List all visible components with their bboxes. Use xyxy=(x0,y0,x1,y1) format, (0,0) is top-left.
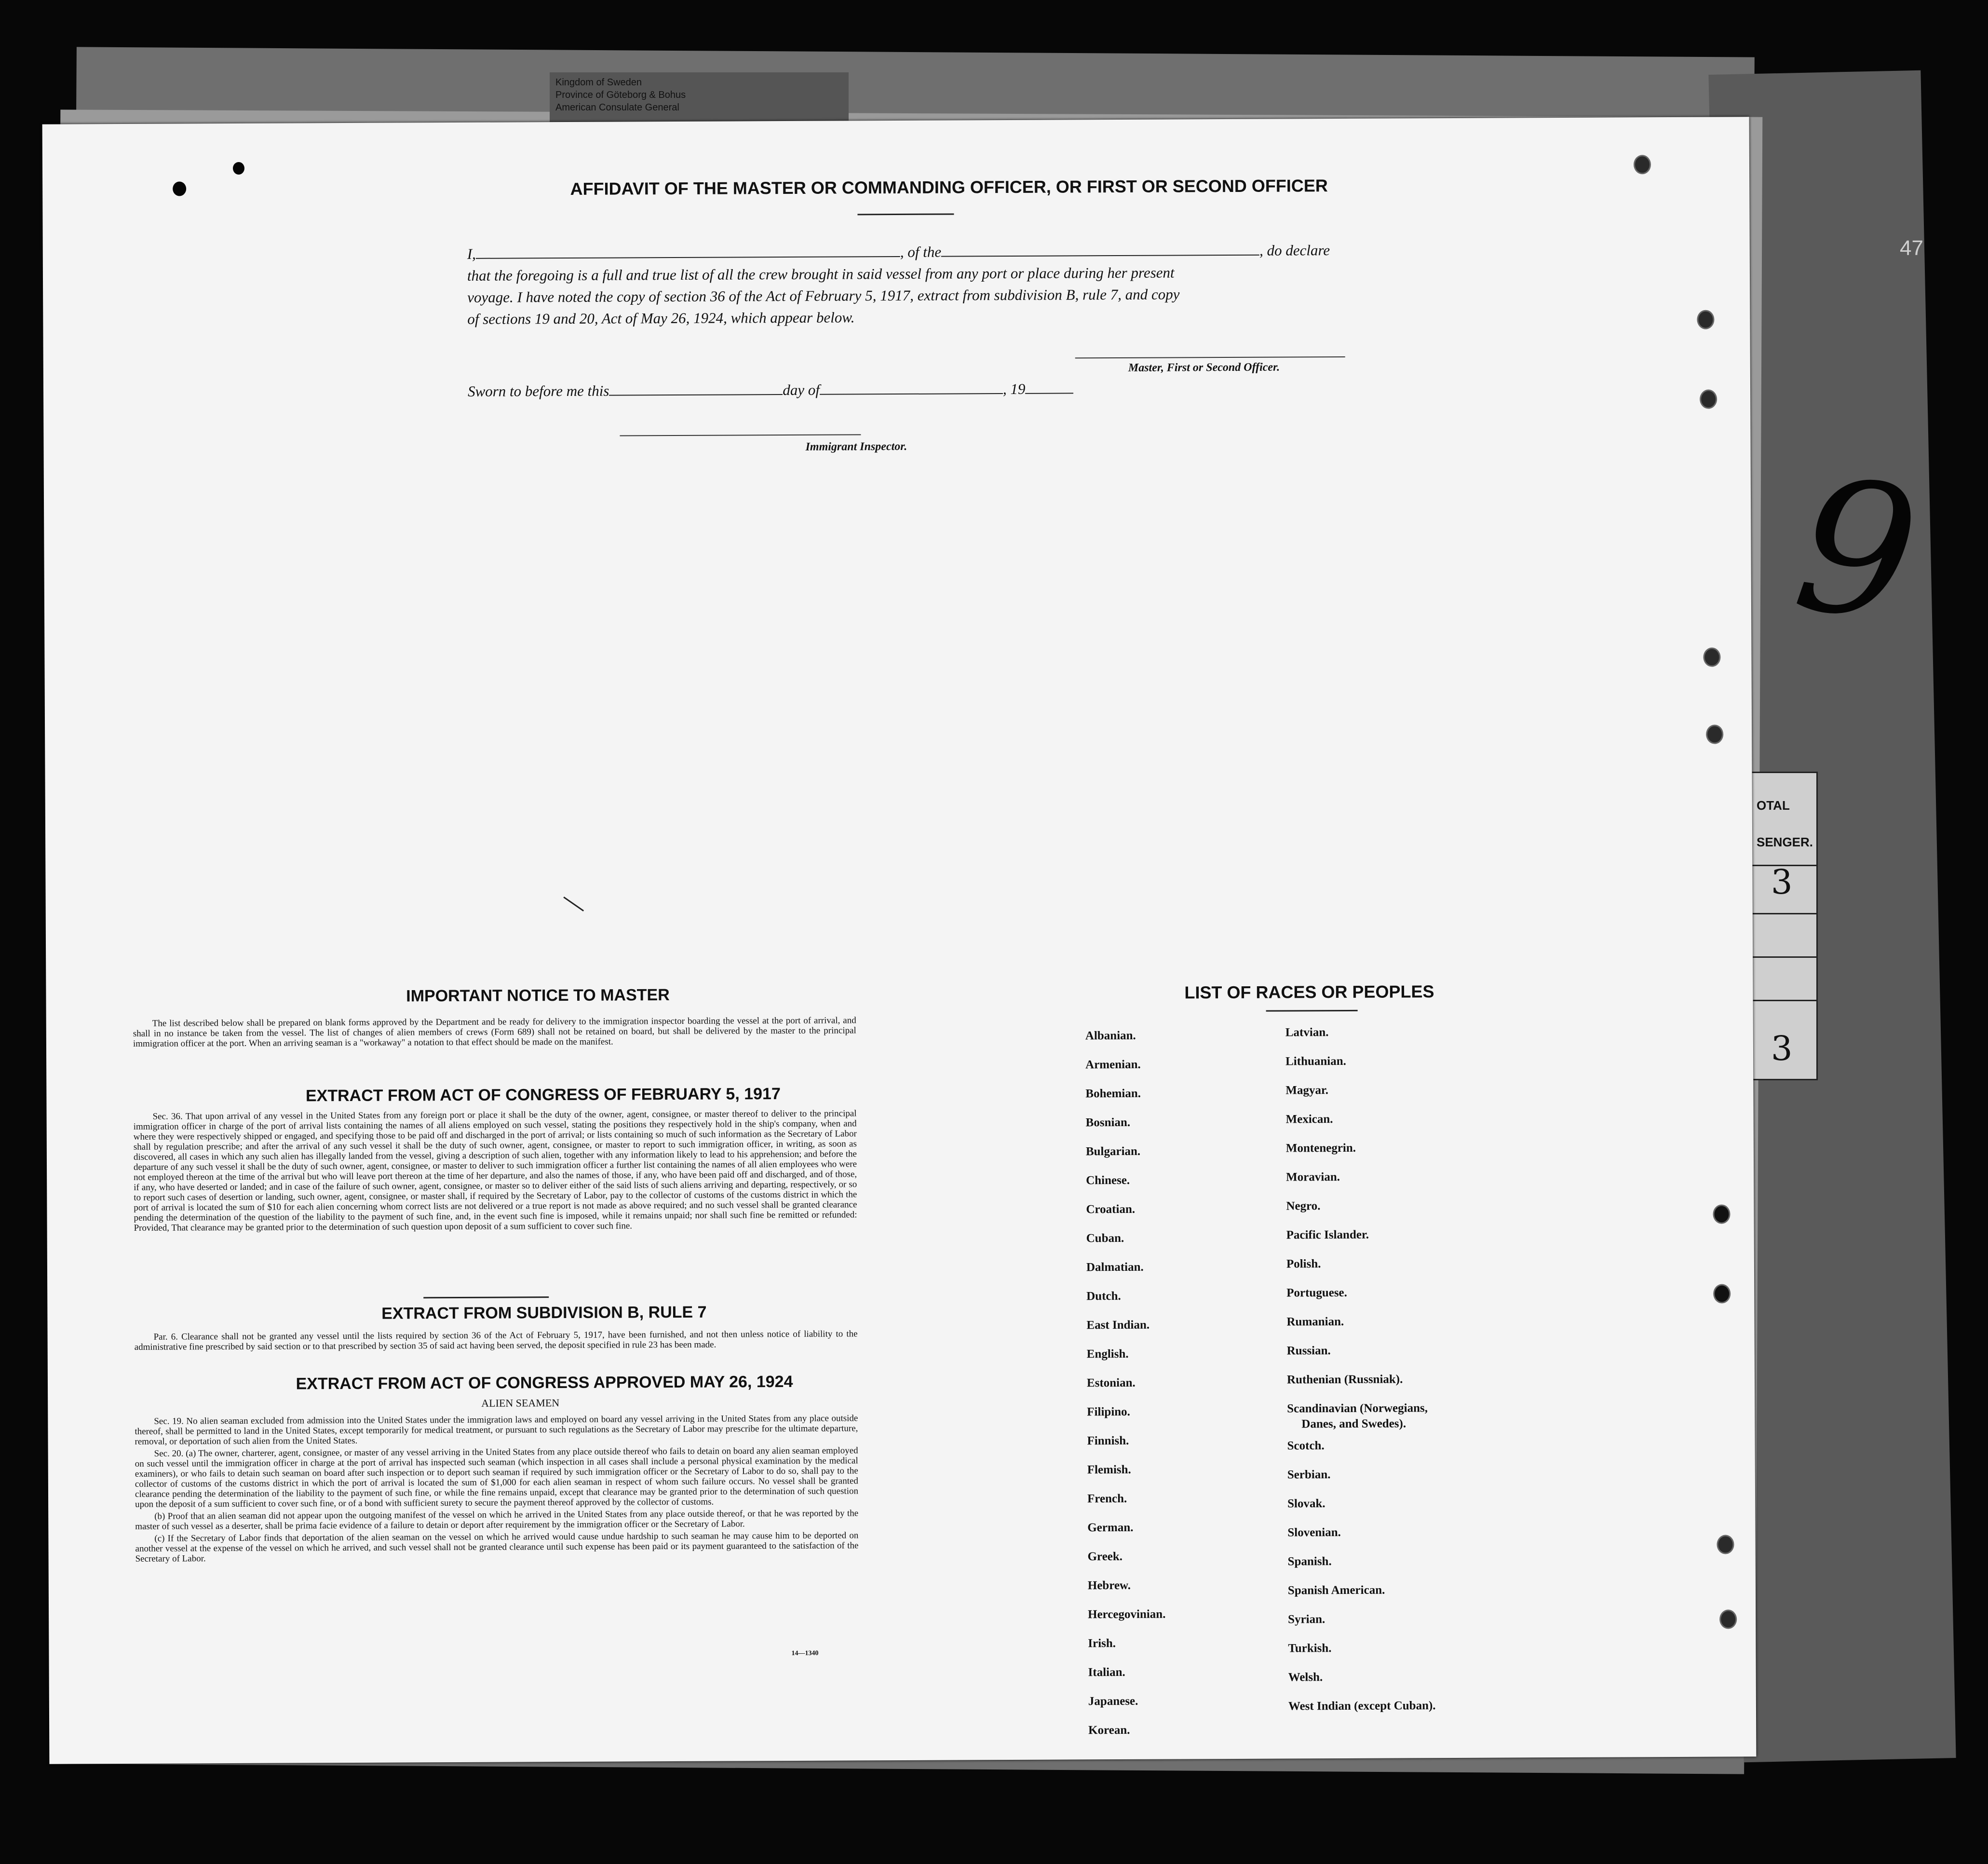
consulate-stamp-strip xyxy=(550,72,849,123)
master-signature-label: Master, First or Second Officer. xyxy=(1128,361,1280,374)
race-item: Slovak. xyxy=(1287,1497,1325,1510)
sworn-day-field[interactable] xyxy=(609,384,783,396)
race-item: Spanish. xyxy=(1287,1555,1332,1568)
race-item: Korean. xyxy=(1088,1723,1130,1737)
form-page xyxy=(42,117,1757,1764)
affidavit-line-4: of sections 19 and 20, Act of May 26, 1924, which appear below. xyxy=(467,309,855,327)
race-item: Magyar. xyxy=(1285,1084,1329,1097)
race-item: Ruthenian (Russniak). xyxy=(1286,1373,1403,1387)
race-item: Scandinavian (Norwegians, xyxy=(1287,1401,1428,1415)
race-item: West Indian (except Cuban). xyxy=(1288,1699,1436,1713)
race-item: Irish. xyxy=(1088,1637,1116,1650)
stamp-line-3: American Consulate General xyxy=(555,102,679,113)
race-item: Mexican. xyxy=(1285,1113,1333,1126)
binder-hole xyxy=(1717,1535,1734,1554)
race-item: Spanish American. xyxy=(1287,1583,1385,1597)
race-item: Bohemian. xyxy=(1085,1087,1141,1101)
binder-hole xyxy=(1706,725,1723,744)
race-item: East Indian. xyxy=(1086,1318,1150,1332)
alien-seamen-subheading: ALIEN SEAMEN xyxy=(481,1397,560,1409)
master-signature-line[interactable] xyxy=(1075,356,1345,358)
affidavit-of-the: , of the xyxy=(900,243,942,260)
sworn-month-field[interactable] xyxy=(820,383,1003,395)
stamp-line-2: Province of Göteborg & Bohus xyxy=(555,90,686,100)
race-item: Latvian. xyxy=(1285,1026,1329,1039)
race-item: Finnish. xyxy=(1087,1434,1129,1448)
title-underline xyxy=(857,213,954,215)
race-item: Japanese. xyxy=(1088,1694,1138,1708)
sworn-day-of: day of xyxy=(783,381,820,399)
race-item: Italian. xyxy=(1088,1665,1125,1679)
total-box-rule xyxy=(1752,913,1816,914)
race-item: Albanian. xyxy=(1085,1029,1136,1043)
race-item: Armenian. xyxy=(1085,1058,1141,1072)
section-20c-paragraph: (c) If the Secretary of Labor finds that deportation of the alien seaman on the vessel on which he arrived would cause undue hardship to such seaman he may cause him to be deported on another vessel at the expense of the vessel on which he arrived, and such vessel shall not be granted clearance until such expense has been paid or its payment guaranteed to the satisfaction of the Secretary of Labor. xyxy=(135,1530,859,1564)
sworn-line xyxy=(468,380,1074,400)
races-heading: LIST OF RACES OR PEOPLES xyxy=(1184,981,1434,1003)
binder-hole xyxy=(1697,310,1714,329)
race-item: Serbian. xyxy=(1287,1468,1331,1482)
race-item: English. xyxy=(1086,1347,1129,1361)
race-item: Pacific Islander. xyxy=(1286,1228,1369,1242)
inspector-signature-label: Immigrant Inspector. xyxy=(805,440,907,453)
race-item: Hercegovinian. xyxy=(1088,1607,1166,1621)
extract-1924-text xyxy=(135,1413,858,1566)
sworn-year-prefix: , 19 xyxy=(1002,380,1026,398)
section-20a-paragraph: Sec. 20. (a) The owner, charterer, agent, consignee, or master of any vessel arriving in the United States from any place outside thereof who fails to detain on board any alien seaman employed on such vessel until the immigration officer in charge at the port of arrival has inspected such seaman (which inspection in all cases shall include a personal physical examination by the medical examiners), or who fails to detain such seaman on board after such inspection or to deport such seaman if required by such immigration officer or the Secretary of Labor to do so, shall pay to the collector of customs of the customs district in which the port of arrival is located the sum of $1,000 for each alien seaman in respect of whom such failure occurs. No vessel shall be granted clearance pending the determination of the liability to the payment of such fine, or while the fine remains unpaid, except that clearance may be granted prior to the determination of such question upon the deposit of a sum sufficient to cover such fine, or of a bond with sufficient surety to secure the payment thereof approved by the collector of customs. xyxy=(135,1445,859,1510)
binder-hole xyxy=(1634,155,1651,174)
notice-heading: IMPORTANT NOTICE TO MASTER xyxy=(406,986,670,1006)
total-box-rule xyxy=(1752,1000,1816,1001)
inspector-signature-line[interactable] xyxy=(620,434,861,436)
race-item: Croatian. xyxy=(1086,1202,1136,1216)
race-item: Lithuanian. xyxy=(1285,1054,1346,1068)
extract-1917-text xyxy=(134,1108,857,1235)
vessel-name-field[interactable] xyxy=(941,245,1259,257)
total-box-label: OTAL xyxy=(1757,798,1790,813)
race-item: Bulgarian. xyxy=(1085,1144,1141,1158)
section-19-paragraph: Sec. 19. No alien seaman excluded from admission into the United States under the immigration laws and employed on board any vessel arriving in the United States from any place outside thereof, shall be permitted to land in the United States, except temporarily for medical treatment, or pursuant to such regulations as the Secretary of Labor may prescribe for the ultimate departure, removal, or deportation of such alien from the United States. xyxy=(135,1413,858,1447)
race-item: Syrian. xyxy=(1288,1613,1325,1626)
stray-mark xyxy=(563,897,584,912)
binder-hole xyxy=(1719,1609,1737,1629)
affidavit-title: AFFIDAVIT OF THE MASTER OR COMMANDING OFFICER, OR FIRST OR SECOND OFFICER xyxy=(570,176,1328,199)
race-item: Negro. xyxy=(1286,1199,1321,1213)
section-divider xyxy=(423,1296,549,1298)
affidavit-text xyxy=(467,239,1427,330)
affidavit-do-declare: , do declare xyxy=(1259,242,1330,259)
binder-hole xyxy=(1713,1204,1730,1224)
races-column-2 xyxy=(1285,1025,1436,1728)
master-name-field[interactable] xyxy=(476,246,900,259)
race-item: Bosnian. xyxy=(1085,1116,1131,1129)
race-item: Turkish. xyxy=(1288,1642,1332,1655)
section-20b-paragraph: (b) Proof that an alien seaman did not appear upon the outgoing manifest of the vessel on which he arrived in the United States from any place outside thereof, or that he was reported by the master of such vessel as a deserter, shall be prima facie evidence of a failure to detain or deport after requirement by the immigration officer or the Secretary of Labor. xyxy=(135,1508,859,1532)
handwritten-mark: 9 xyxy=(1784,436,1930,665)
race-item: Estonian. xyxy=(1086,1376,1136,1390)
race-item: Dutch. xyxy=(1086,1290,1121,1303)
total-box-sublabel: SENGER. xyxy=(1757,835,1813,849)
race-item: Rumanian. xyxy=(1286,1315,1344,1329)
race-item: Slovenian. xyxy=(1287,1526,1341,1539)
total-box-value-1: 3 xyxy=(1771,862,1793,902)
form-number: 14—1340 xyxy=(791,1649,819,1657)
affidavit-line-3: voyage. I have noted the copy of section 36 of the Act of February 5, 1917, extract from subdivision B, rule 7, and copy xyxy=(467,286,1180,306)
race-item: Danes, and Swedes). xyxy=(1301,1417,1406,1431)
binder-hole xyxy=(1700,390,1717,409)
punch-mark xyxy=(233,162,244,175)
race-item: Dalmatian. xyxy=(1086,1260,1144,1274)
punch-mark xyxy=(173,181,186,196)
race-item: Flemish. xyxy=(1087,1463,1131,1477)
total-passengers-box xyxy=(1750,772,1818,1080)
extract-1917-heading: EXTRACT FROM ACT OF CONGRESS OF FEBRUARY 5, 1917 xyxy=(305,1085,781,1105)
extract-rule7-heading: EXTRACT FROM SUBDIVISION B, RULE 7 xyxy=(381,1303,707,1323)
notice-paragraph: The list described below shall be prepared on blank forms approved by the Department and be ready for delivery to the immigration inspector boarding the vessel at the port of arrival, and shall in no instance be taken from the vessel. The list of changes of alien members of crews (Form 689) shall not be retained on board, but shall be delivered by the master to the principal immigration officer at the port. When an arriving seaman is a "workaway" a notation to that effect should be made on the manifest. xyxy=(133,1015,856,1049)
affidavit-line-2: that the foregoing is a full and true list of all the crew brought in said vessel from any port or place during her present xyxy=(467,264,1175,284)
race-item: Filipino. xyxy=(1087,1405,1130,1419)
race-item: German. xyxy=(1087,1521,1134,1535)
extract-1924-heading: EXTRACT FROM ACT OF CONGRESS APPROVED MAY 26, 1924 xyxy=(296,1372,793,1393)
total-box-rule xyxy=(1752,956,1816,958)
race-item: Moravian. xyxy=(1286,1170,1340,1184)
race-item: Portuguese. xyxy=(1286,1286,1347,1300)
race-item: Chinese. xyxy=(1086,1173,1130,1187)
stamp-line-1: Kingdom of Sweden xyxy=(555,77,642,88)
race-item: Scotch. xyxy=(1287,1439,1325,1453)
race-item: Greek. xyxy=(1087,1550,1123,1564)
paragraph-6: Par. 6. Clearance shall not be granted any vessel until the lists required by section 36 of the Act of February 5, 1917, have been furnished, and not then unless notice of liability to the administrative fine prescribed by said section or to that prescribed by section 35 of said act having been served, the deposit specified in rule 23 has been made. xyxy=(134,1329,858,1352)
binder-hole xyxy=(1703,648,1720,667)
race-item: Hebrew. xyxy=(1087,1578,1131,1592)
section-36-paragraph: Sec. 36. That upon arrival of any vessel in the United States from any foreign port or place it shall be the duty of the owner, agent, consignee, or master thereof to deliver to the principal immigration officer in charge of the port of arrival lists containing the names of all aliens employed on such vessel, stating the positions they respectively hold in the ship's company, when and where they were respectively shipped or engaged, and specifying those to be paid off and discharged in the port of arrival; or lists containing so much of such information as the Secretary of Labor shall by regulation prescribe; and after the arrival of any such vessel it shall be the duty of such owner, agent, consignee, or master to report to such immigration officer, in writing, as soon as discovered, all cases in which any such alien has illegally landed from the vessel, giving a description of such alien, together with any information likely to lead to his apprehension; and before the departure of any such vessel it shall be the duty of such owner, agent, consignee, or master to deliver to such immigration officer a further list containing the names of all alien employees who were not employed thereon at the time of the arrival but who will leave port thereon at the time of her departure, and also the names of those, if any, who have been paid off and discharged, and of those, if any, who have deserted or landed; and in case of the failure of such owner, agent, consignee, or master so to deliver either of the said lists of such aliens arriving and departing, respectively, or so to report such cases of desertion or landing, such owner, agent, consignee, or master shall, if required by the Secretary of Labor, pay to the collector of customs of the customs district in which the port of arrival is located the sum of $10 for each alien concerning whom correct lists are not delivered or a true report is not made as above required; and no such vessel shall be granted clearance pending the determination of the question of the liability to the payment of such fine, and, in the event such fine is imposed, while it remains unpaid; nor shall such fine be remitted or refunded: Provided, That clearance may be granted prior to the determination of such question upon deposit of a sum sufficient to cover such fine. xyxy=(133,1108,857,1233)
race-item: Polish. xyxy=(1286,1257,1321,1271)
race-item: Welsh. xyxy=(1288,1671,1323,1684)
binder-hole xyxy=(1713,1284,1731,1303)
races-column-1 xyxy=(1085,1029,1166,1753)
sworn-label: Sworn to before me this xyxy=(467,382,609,400)
total-box-value-2: 3 xyxy=(1771,1029,1793,1068)
page-number: 47 xyxy=(1900,236,1923,260)
affidavit-line-1 xyxy=(467,239,1427,265)
race-item: Cuban. xyxy=(1086,1231,1124,1245)
race-item: French. xyxy=(1087,1492,1127,1506)
race-item: Montenegrin. xyxy=(1285,1141,1356,1155)
affidavit-i: I, xyxy=(467,245,476,262)
notice-text xyxy=(133,1015,856,1051)
sworn-year-field[interactable] xyxy=(1025,383,1073,394)
race-item: Russian. xyxy=(1286,1344,1331,1358)
extract-rule7-text xyxy=(135,1329,858,1354)
races-underline xyxy=(1266,1010,1358,1012)
